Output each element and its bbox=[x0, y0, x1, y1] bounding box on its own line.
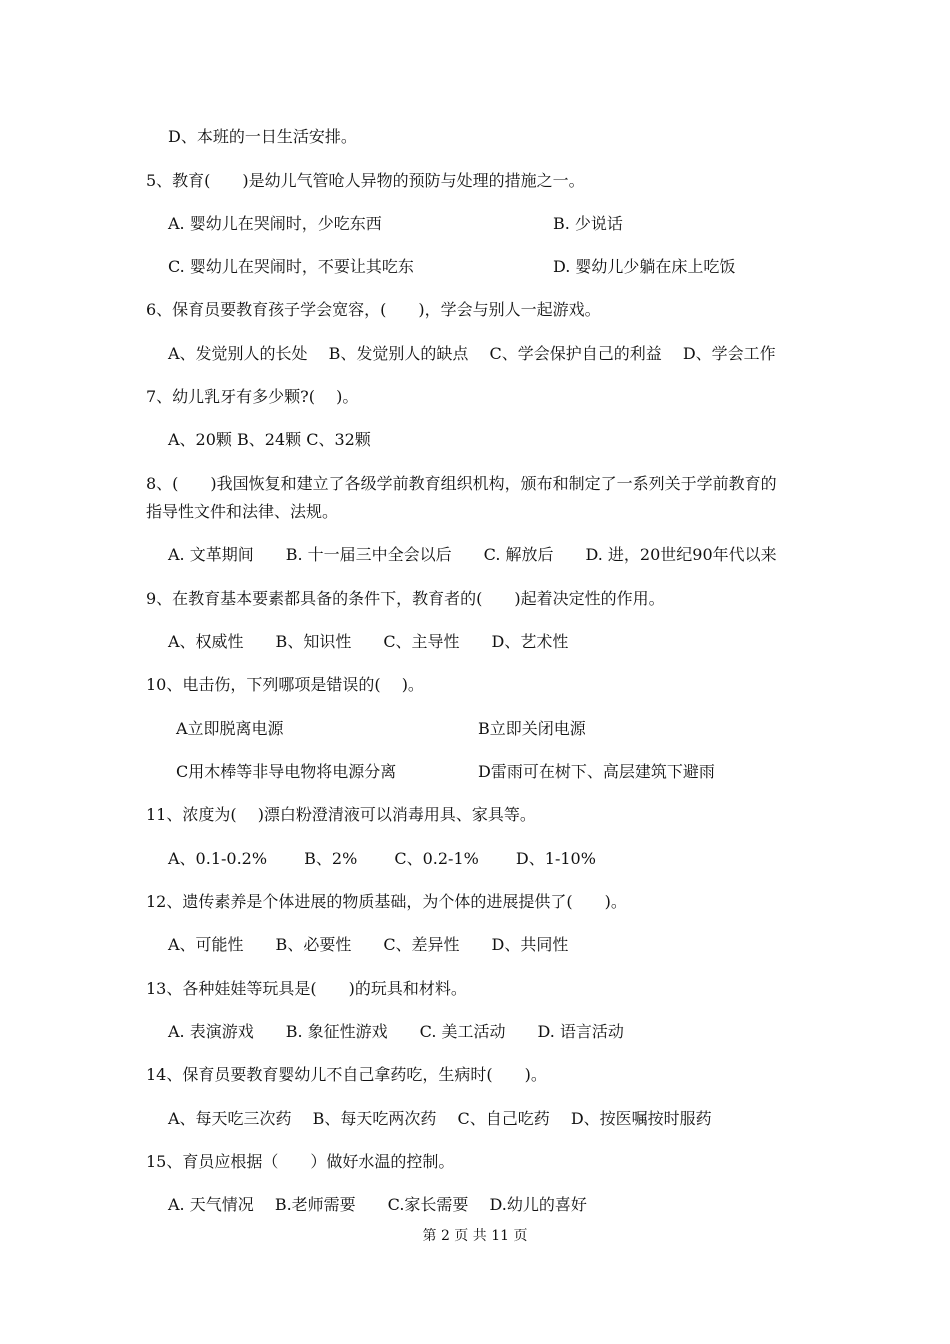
question-11-stem: 11、浓度为( )漂白粉澄清液可以消毒用具、家具等。 bbox=[146, 805, 536, 824]
question-9-stem: 9、在教育基本要素都具备的条件下，教育者的( )起着决定性的作用。 bbox=[146, 589, 665, 608]
question-4-option-d: D、本班的一日生活安排。 bbox=[168, 127, 357, 146]
question-14-options: A、每天吃三次药 B、每天吃两次药 C、自己吃药 D、按医嘱按时服药 bbox=[168, 1109, 712, 1128]
question-12-options: A、可能性 B、必要性 C、差异性 D、共同性 bbox=[168, 935, 569, 954]
question-12-stem: 12、遗传素养是个体进展的物质基础，为个体的进展提供了( )。 bbox=[146, 892, 627, 911]
question-5-option-c: C. 婴幼儿在哭闹时，不要让其吃东 bbox=[168, 257, 414, 276]
question-11-options: A、0.1-0.2% B、2% C、0.2-1% D、1-10% bbox=[168, 849, 596, 868]
question-13-options: A. 表演游戏 B. 象征性游戏 C. 美工活动 D. 语言活动 bbox=[168, 1022, 624, 1041]
question-9-options: A、权威性 B、知识性 C、主导性 D、艺术性 bbox=[168, 632, 569, 651]
page-footer: 第 2 页 共 11 页 bbox=[422, 1228, 528, 1244]
question-5-stem: 5、教育( )是幼儿气管呛人异物的预防与处理的措施之一。 bbox=[146, 171, 585, 190]
question-10-option-b: B立即关闭电源 bbox=[478, 719, 586, 738]
question-10-option-a: A立即脱离电源 bbox=[176, 719, 284, 738]
question-10-option-d: D雷雨可在树下、高层建筑下避雨 bbox=[478, 762, 715, 781]
question-6-options: A、发觉别人的长处 B、发觉别人的缺点 C、学会保护自己的利益 D、学会工作 bbox=[168, 344, 776, 363]
question-14-stem: 14、保育员要教育婴幼儿不自己拿药吃，生病时( )。 bbox=[146, 1065, 547, 1084]
question-5-option-a: A. 婴幼儿在哭闹时，少吃东西 bbox=[168, 214, 382, 233]
question-10-option-c: C用木棒等非导电物将电源分离 bbox=[176, 762, 397, 781]
question-15-stem: 15、育员应根据（ ）做好水温的控制。 bbox=[146, 1152, 455, 1171]
question-5-option-d: D. 婴幼儿少躺在床上吃饭 bbox=[553, 257, 736, 276]
question-15-options: A. 天气情况 B.老师需要 C.家长需要 D.幼儿的喜好 bbox=[168, 1195, 587, 1214]
question-13-stem: 13、各种娃娃等玩具是( )的玩具和材料。 bbox=[146, 979, 467, 998]
question-8-stem-line-1: 8、( )我国恢复和建立了各级学前教育组织机构，颁布和制定了一系列关于学前教育的 bbox=[146, 474, 777, 493]
question-8-stem-line-2: 指导性文件和法律、法规。 bbox=[146, 502, 339, 521]
question-6-stem: 6、保育员要教育孩子学会宽容，( )，学会与别人一起游戏。 bbox=[146, 300, 601, 319]
question-10-stem: 10、电击伤，下列哪项是错误的( )。 bbox=[146, 675, 424, 694]
question-7-stem: 7、幼儿乳牙有多少颗?( )。 bbox=[146, 387, 359, 406]
question-5-option-b: B. 少说话 bbox=[553, 214, 623, 233]
question-8-options: A. 文革期间 B. 十一届三中全会以后 C. 解放后 D. 进，20世纪90年代以来 bbox=[168, 545, 777, 564]
question-7-options: A、20颗 B、24颗 C、32颗 bbox=[168, 430, 371, 449]
